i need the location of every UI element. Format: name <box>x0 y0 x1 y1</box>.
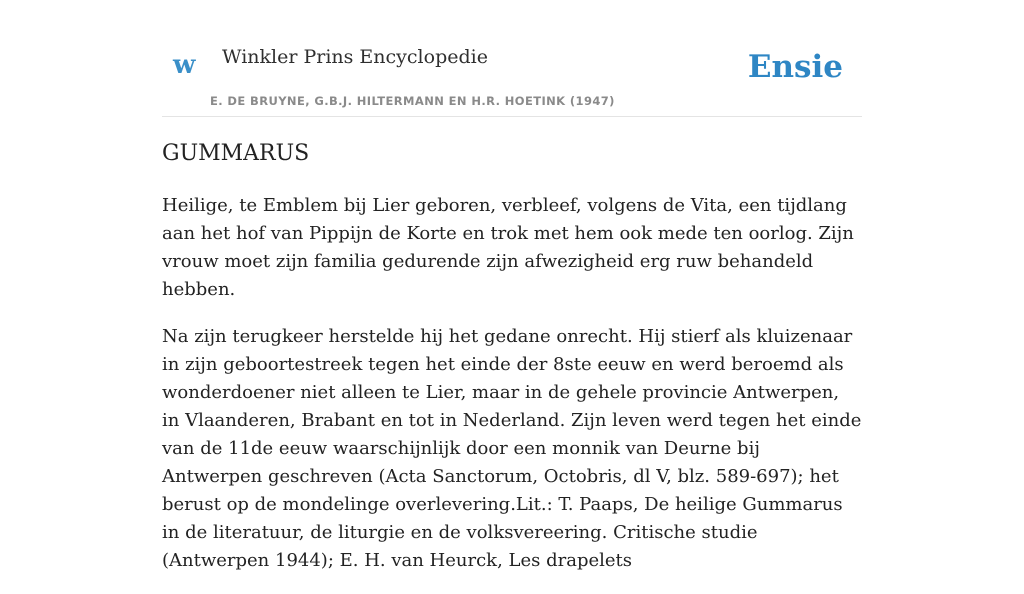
article-paragraph: Na zijn terugkeer herstelde hij het gedane onrecht. Hij stierf als kluizenaar in zijn geboortestreek tegen het einde der 8ste eeuw en werd beroemd als wonderdoener niet alleen te Lier, maar in de gehele provincie Antwerpen, in Vlaanderen, Brabant en tot in Nederland. Zijn leven werd tegen het einde van de 11de eeuw waarschijnlijk door een monnik van Deurne bij Antwerpen geschreven (Acta Sanctorum, Octobris, dl V, blz. 589-697); het berust op de mondelinge overlevering.Lit.: T. Paaps, De heilige Gummarus in de literatuur, de liturgie en de volksvereering. Critische studie (Antwerpen 1944); E. H. van Heurck, Les drapelets <box>162 326 862 571</box>
brand-logo[interactable]: Ensie <box>747 49 843 85</box>
page-container <box>162 0 862 571</box>
article-title: GUMMARUS <box>162 141 310 166</box>
article-paragraph: Heilige, te Emblem bij Lier geboren, verbleef, volgens de Vita, een tijdlang aan het hof van Pippijn de Korte en trok met hem ook mede ten oorlog. Zijn vrouw moet zijn familia gedurende zijn afwezigheid erg ruw behandeld hebben. <box>162 195 854 300</box>
publication-authors: E. DE BRUYNE, G.B.J. HILTERMANN EN H.R. HOETINK (1947) <box>210 94 615 108</box>
article-body <box>162 192 862 594</box>
header <box>162 0 862 117</box>
publication-logo[interactable]: w <box>173 50 196 80</box>
publication-title[interactable]: Winkler Prins Encyclopedie <box>222 46 488 68</box>
